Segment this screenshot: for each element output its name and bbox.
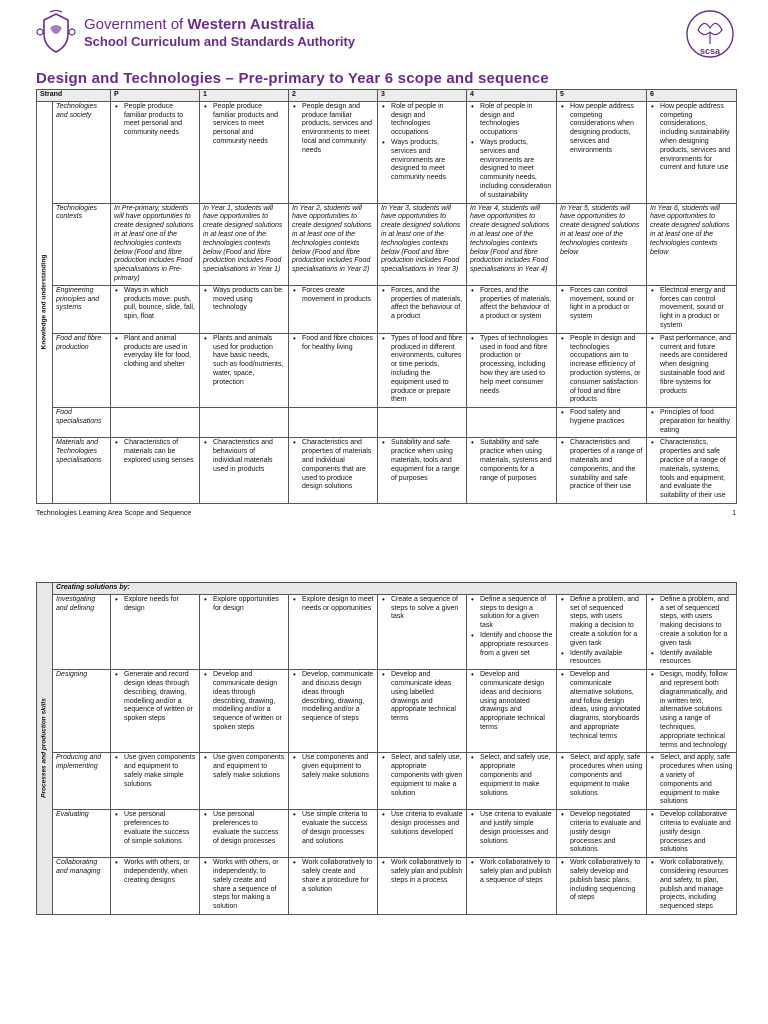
bullet-list bbox=[470, 335, 553, 397]
bullet-list bbox=[203, 439, 285, 474]
header-year: 3 bbox=[378, 90, 467, 102]
context-text: In Year 5, students will have opportunities to create designed solutions in at least one of the technologies contexts below bbox=[560, 204, 640, 256]
bullet-list bbox=[470, 439, 553, 483]
table-cell bbox=[111, 594, 200, 669]
table-row bbox=[37, 285, 737, 333]
table-cell bbox=[289, 438, 378, 504]
bullet-list bbox=[650, 859, 733, 912]
table-cell bbox=[200, 858, 289, 915]
table-cell bbox=[378, 438, 467, 504]
coat-of-arms-icon bbox=[36, 10, 76, 54]
scsa-logo-icon bbox=[684, 8, 736, 60]
table-cell bbox=[378, 285, 467, 333]
page-header bbox=[36, 8, 736, 58]
table-cell bbox=[647, 670, 737, 753]
side-label bbox=[37, 101, 53, 503]
bullet-item: • Develop negotiated criteria to evaluate and justify design processes and solutions bbox=[560, 811, 643, 855]
bullet-item: • Ways products, services and environments are designed to meet community needs bbox=[381, 139, 463, 183]
bullet-item: • Past performance, and current and future needs are considered when designing sustainable food and fibre systems for products bbox=[650, 335, 733, 397]
table-cell bbox=[289, 101, 378, 203]
bullet-item: • Identify and choose the appropriate resources from a given set bbox=[470, 632, 553, 658]
bullet-list bbox=[203, 811, 285, 846]
bullet-list bbox=[203, 335, 285, 388]
bullet-item: • Develop collaborative criteria to evaluate and justify design processes and solutions bbox=[650, 811, 733, 855]
table-cell bbox=[111, 858, 200, 915]
table-cell bbox=[467, 594, 557, 669]
header-strand: Strand bbox=[37, 90, 111, 102]
table-heading-row bbox=[37, 583, 737, 595]
table-cell bbox=[111, 333, 200, 407]
bullet-item: • Create a sequence of steps to solve a given task bbox=[381, 596, 463, 622]
bullet-item: • Explore design to meet needs or opportunities bbox=[292, 596, 374, 614]
bullet-list bbox=[560, 103, 643, 156]
bullet-item: • Explore needs for design bbox=[114, 596, 196, 614]
bullet-item: • Work collaboratively to safely develop and publish basic plans, including sequencing of steps bbox=[560, 859, 643, 903]
page-footer bbox=[36, 510, 736, 517]
table-cell bbox=[557, 408, 647, 438]
bullet-list bbox=[114, 859, 196, 885]
bullet-list bbox=[114, 811, 196, 846]
table-cell bbox=[647, 438, 737, 504]
table-cell bbox=[200, 438, 289, 504]
document-title: Design and Technologies – Pre-primary to Year 6 scope and sequence bbox=[36, 70, 549, 87]
bullet-item: • Forces create movement in products bbox=[292, 287, 374, 305]
bullet-list bbox=[470, 671, 553, 733]
bullet-item: • Identify available resources bbox=[560, 650, 643, 668]
bullet-item: • Plant and animal products are used in everyday life for food, clothing and shelter bbox=[114, 335, 196, 370]
table-cell bbox=[467, 810, 557, 858]
bullet-item: • Characteristics, properties and safe practice of a range of materials, systems, tools and equipment; and evaluate the suitability of their use bbox=[650, 439, 733, 501]
bullet-item: • Design, modify, follow and represent both diagrammatically, and in written text, alternative solutions using a range of techniques, appropriate technical terms and technology bbox=[650, 671, 733, 750]
bullet-item: • Ways products can be moved using technology bbox=[203, 287, 285, 313]
bullet-item: • Ways products, services and environments are designed to meet community needs, including consideration of sustainability bbox=[470, 139, 553, 201]
footer-label: Technologies Learning Area Scope and Sequence bbox=[36, 510, 192, 517]
strand-name: Evaluating bbox=[53, 810, 111, 858]
header-year: 1 bbox=[200, 90, 289, 102]
table-cell bbox=[557, 438, 647, 504]
context-text: In Year 6, students will have opportunities to create designed solutions in at least one of the technologies contexts below bbox=[650, 204, 730, 256]
table-cell bbox=[289, 408, 378, 438]
bullet-item: • Suitability and safe practice when using materials, systems and components for a range of purposes bbox=[470, 439, 553, 483]
table-cell bbox=[378, 594, 467, 669]
bullet-list bbox=[560, 671, 643, 741]
bullet-list bbox=[650, 335, 733, 397]
bullet-item: • People design and produce familiar products, services and environments to meet local and community needs bbox=[292, 103, 374, 156]
bullet-list bbox=[470, 859, 553, 885]
bullet-list bbox=[381, 335, 463, 405]
bullet-item: • How people address competing considerations when designing products, services and environments bbox=[560, 103, 643, 156]
side-label-text: Processes and production skills bbox=[40, 698, 48, 799]
table-cell bbox=[557, 594, 647, 669]
bullet-item: • Forces, and the properties of materials, affect the behaviour of a product or system bbox=[470, 287, 553, 322]
table-cell bbox=[200, 101, 289, 203]
table-cell bbox=[289, 810, 378, 858]
table-cell bbox=[557, 753, 647, 810]
bullet-item: • Food and fibre choices for healthy living bbox=[292, 335, 374, 353]
table-cell bbox=[557, 101, 647, 203]
table-cell bbox=[378, 203, 467, 285]
bullet-item: • Role of people in design and technologies occupations bbox=[381, 103, 463, 138]
bullet-list bbox=[470, 754, 553, 798]
bullet-list bbox=[114, 287, 196, 322]
bullet-item: • Plants and animals used for production have basic needs, such as food/nutrients, water, space, protection bbox=[203, 335, 285, 388]
bullet-item: • Use given components and equipment to safely make simple solutions bbox=[114, 754, 196, 789]
table-cell bbox=[378, 858, 467, 915]
bullet-item: • Use criteria to evaluate design processes and solutions developed bbox=[381, 811, 463, 837]
bullet-item: • Define a sequence of steps to design a solution for a given task bbox=[470, 596, 553, 631]
table-cell bbox=[111, 438, 200, 504]
bullet-item: • People produce familiar products to meet personal and community needs bbox=[114, 103, 196, 138]
strand-name: Designing bbox=[53, 670, 111, 753]
bullet-list bbox=[650, 103, 733, 173]
table-cell bbox=[378, 408, 467, 438]
bullet-item: • Define a problem, and a set of sequenced steps, with users making decisions to create a solution for a given task bbox=[650, 596, 733, 649]
table-cell bbox=[467, 670, 557, 753]
bullet-list bbox=[560, 596, 643, 667]
bullet-item: • Develop and communicate alternative solutions, and follow design ideas, using annotated diagrams, storyboards and appropriate technical terms bbox=[560, 671, 643, 741]
bullet-item: • Develop and communicate design ideas through describing, drawing, modelling and/or a sequence of written or spoken steps bbox=[203, 671, 285, 733]
bullet-item: • Select, and apply, safe procedures when using components and equipment to make solutions bbox=[560, 754, 643, 798]
bullet-item: • People produce familiar products and services to meet personal and community needs bbox=[203, 103, 285, 147]
bullet-item: • Use given components and equipment to safely make solutions bbox=[203, 754, 285, 780]
creating-solutions-heading: Creating solutions by: bbox=[53, 583, 737, 595]
bullet-list bbox=[292, 811, 374, 846]
bullet-list bbox=[292, 439, 374, 492]
table-cell bbox=[200, 753, 289, 810]
bullet-item: • Use personal preferences to evaluate the success of design processes bbox=[203, 811, 285, 846]
header-year: 6 bbox=[647, 90, 737, 102]
header-year: P bbox=[111, 90, 200, 102]
table-cell bbox=[289, 203, 378, 285]
bullet-list bbox=[560, 754, 643, 798]
bullet-item: • How people address competing considerations, including sustainability when designing products, services and environments for current and future use bbox=[650, 103, 733, 173]
bullet-item: • Work collaboratively to safely create and share a procedure for a solution bbox=[292, 859, 374, 894]
bullet-item: • Use criteria to evaluate and justify simple design processes and solutions bbox=[470, 811, 553, 846]
table-cell bbox=[467, 438, 557, 504]
table-cell bbox=[467, 408, 557, 438]
bullet-list bbox=[470, 596, 553, 659]
table-cell bbox=[111, 408, 200, 438]
table-cell bbox=[378, 101, 467, 203]
bullet-list bbox=[650, 439, 733, 501]
table-cell bbox=[647, 810, 737, 858]
strand-name: Food and fibre production bbox=[53, 333, 111, 407]
bullet-item: • Use personal preferences to evaluate the success of simple solutions bbox=[114, 811, 196, 846]
table-cell bbox=[200, 285, 289, 333]
bullet-item: • Types of food and fibre produced in different environments, cultures or time periods, including the equipment used to produce or prepare them bbox=[381, 335, 463, 405]
context-text: In Pre-primary, students will have opportunities to create designed solutions in at least one of the technologies contexts below (Food and fibre production includes Food specialisations in Pre-primary) bbox=[114, 204, 194, 282]
bullet-list bbox=[560, 287, 643, 322]
context-text: In Year 1, students will have opportunities to create designed solutions in at least one of the technologies contexts below (Food and fibre production includes Food specialisations in Year 1) bbox=[203, 204, 283, 274]
table-row bbox=[37, 438, 737, 504]
bullet-item: • Forces can control movement, sound or light in a product or system bbox=[560, 287, 643, 322]
bullet-list bbox=[560, 335, 643, 405]
table-cell bbox=[647, 285, 737, 333]
bullet-item: • Select, and safely use, appropriate components and equipment to make solutions bbox=[470, 754, 553, 798]
authority-name: School Curriculum and Standards Authority bbox=[84, 34, 356, 49]
table-cell bbox=[378, 333, 467, 407]
bullet-list bbox=[560, 409, 643, 427]
bullet-item: • Types of technologies used in food and fibre production or processing, including how they are used to help meet consumer needs bbox=[470, 335, 553, 397]
strand-name: Investigating and defining bbox=[53, 594, 111, 669]
table-cell bbox=[378, 753, 467, 810]
table-cell bbox=[200, 594, 289, 669]
table-cell bbox=[289, 594, 378, 669]
table-row bbox=[37, 858, 737, 915]
bullet-list bbox=[650, 596, 733, 667]
bullet-item: • Characteristics and properties of materials and individual components that are used to produce design solutions bbox=[292, 439, 374, 492]
table-cell bbox=[111, 670, 200, 753]
table-cell bbox=[111, 810, 200, 858]
table-cell bbox=[557, 858, 647, 915]
scope-table-processes bbox=[36, 582, 737, 915]
bullet-item: • Characteristics and behaviours of individual materials used in products bbox=[203, 439, 285, 474]
bullet-list bbox=[381, 859, 463, 885]
bullet-list bbox=[470, 103, 553, 201]
bullet-item: • Generate and record design ideas through describing, drawing, modelling and/or a sequence of written or spoken steps bbox=[114, 671, 196, 724]
bullet-item: • Develop and communicate ideas using labelled drawings and appropriate technical terms bbox=[381, 671, 463, 724]
header-year: 4 bbox=[467, 90, 557, 102]
table-cell bbox=[289, 670, 378, 753]
scsa-logo-text: scsa bbox=[699, 46, 721, 56]
table-cell bbox=[200, 408, 289, 438]
table-cell bbox=[111, 753, 200, 810]
table-cell bbox=[467, 753, 557, 810]
bullet-list bbox=[560, 439, 643, 492]
table-cell bbox=[467, 101, 557, 203]
bullet-item: • Develop and communicate design ideas and decisions using annotated drawings and appropriate technical terms bbox=[470, 671, 553, 733]
bullet-item: • Work collaboratively to safely plan and publish a sequence of steps bbox=[470, 859, 553, 885]
table-cell bbox=[557, 203, 647, 285]
bullet-list bbox=[114, 754, 196, 789]
table-cell bbox=[378, 810, 467, 858]
bullet-item: • Define a problem, and set of sequenced steps, with users making a decision to create a solution for a given task bbox=[560, 596, 643, 649]
bullet-list bbox=[650, 754, 733, 807]
bullet-list bbox=[114, 335, 196, 370]
bullet-item: • Select, and apply, safe procedures when using a variety of components and equipment to make solutions bbox=[650, 754, 733, 807]
table-row bbox=[37, 333, 737, 407]
table-cell bbox=[200, 810, 289, 858]
table-cell bbox=[557, 670, 647, 753]
table-cell bbox=[111, 101, 200, 203]
bullet-list bbox=[381, 287, 463, 322]
strand-name: Engineering principles and systems bbox=[53, 285, 111, 333]
table-row bbox=[37, 408, 737, 438]
table-row bbox=[37, 670, 737, 753]
table-row bbox=[37, 101, 737, 203]
strand-name: Producing and implementing bbox=[53, 753, 111, 810]
table-cell bbox=[111, 285, 200, 333]
bullet-list bbox=[650, 287, 733, 331]
bullet-item: • Role of people in design and technologies occupations bbox=[470, 103, 553, 138]
table-cell bbox=[647, 858, 737, 915]
bullet-list bbox=[292, 859, 374, 894]
table-cell bbox=[200, 333, 289, 407]
table-cell bbox=[200, 670, 289, 753]
table-cell bbox=[200, 203, 289, 285]
scope-table-knowledge bbox=[36, 89, 737, 504]
strand-name: Collaborating and managing bbox=[53, 858, 111, 915]
table-cell bbox=[289, 858, 378, 915]
bullet-item: • Works with others, or independently, to safely create and share a sequence of steps for making a solution bbox=[203, 859, 285, 912]
context-text: In Year 3, students will have opportunities to create designed solutions in at least one of the technologies contexts below (Food and fibre production includes Food specialisations in Year 3) bbox=[381, 204, 461, 274]
bullet-list bbox=[650, 409, 733, 435]
strand-name: Technologies contexts bbox=[53, 203, 111, 285]
bullet-item: • Use simple criteria to evaluate the success of design processes and solutions bbox=[292, 811, 374, 846]
table-cell bbox=[557, 810, 647, 858]
table-row bbox=[37, 203, 737, 285]
bullet-item: • Use components and given equipment to safely make solutions bbox=[292, 754, 374, 780]
bullet-list bbox=[114, 439, 196, 465]
bullet-list bbox=[203, 103, 285, 147]
bullet-list bbox=[203, 859, 285, 912]
bullet-item: • Develop, communicate and discuss design ideas through describing, drawing, modelling and/or a sequence of steps bbox=[292, 671, 374, 724]
page-number: 1 bbox=[732, 510, 736, 517]
bullet-list bbox=[203, 596, 285, 614]
bullet-list bbox=[292, 103, 374, 156]
bullet-list bbox=[381, 439, 463, 483]
bullet-list bbox=[114, 596, 196, 614]
table-cell bbox=[289, 333, 378, 407]
bullet-list bbox=[381, 671, 463, 724]
table-cell bbox=[467, 333, 557, 407]
bullet-item: • Work collaboratively, considering resources and safety, to plan, publish and manage projects, including sequenced steps bbox=[650, 859, 733, 912]
government-name: Government of Western Australia bbox=[84, 16, 315, 33]
bullet-list bbox=[292, 754, 374, 780]
bullet-item: • Work collaboratively to safely plan and publish steps in a process bbox=[381, 859, 463, 885]
bullet-list bbox=[650, 671, 733, 750]
bullet-list bbox=[114, 103, 196, 138]
table-cell bbox=[467, 203, 557, 285]
table-cell bbox=[647, 203, 737, 285]
bullet-item: • Principles of food preparation for healthy eating bbox=[650, 409, 733, 435]
bullet-item: • Electrical energy and forces can control movement, sound or light in a product or system bbox=[650, 287, 733, 331]
table-cell bbox=[378, 670, 467, 753]
context-text: In Year 4, students will have opportunities to create designed solutions in at least one of the technologies contexts below (Food and fibre production includes Food specialisations in Year 4) bbox=[470, 204, 550, 274]
strand-name: Technologies and society bbox=[53, 101, 111, 203]
strand-name: Food specialisations bbox=[53, 408, 111, 438]
bullet-item: • Works with others, or independently, when creating designs bbox=[114, 859, 196, 885]
bullet-item: • Explore opportunities for design bbox=[203, 596, 285, 614]
bullet-list bbox=[470, 811, 553, 846]
bullet-list bbox=[203, 287, 285, 313]
table-cell bbox=[647, 101, 737, 203]
side-label-text: Knowledge and understanding bbox=[40, 254, 48, 350]
bullet-list bbox=[381, 754, 463, 798]
table-cell bbox=[467, 285, 557, 333]
bullet-list bbox=[560, 859, 643, 903]
bullet-item: • Forces, and the properties of materials, affect the behaviour of a product bbox=[381, 287, 463, 322]
bullet-list bbox=[203, 671, 285, 733]
bullet-list bbox=[114, 671, 196, 724]
bullet-list bbox=[381, 103, 463, 183]
table-cell bbox=[289, 753, 378, 810]
bullet-list bbox=[650, 811, 733, 855]
table-cell bbox=[557, 285, 647, 333]
bullet-list bbox=[560, 811, 643, 855]
bullet-list bbox=[292, 596, 374, 614]
bullet-item: • Suitability and safe practice when using materials, tools and equipment for a range of purposes bbox=[381, 439, 463, 483]
table-cell bbox=[647, 408, 737, 438]
bullet-list bbox=[292, 335, 374, 353]
table-row bbox=[37, 810, 737, 858]
table-row bbox=[37, 594, 737, 669]
bullet-item: • Identify available resources bbox=[650, 650, 733, 668]
strand-name: Materials and Technologies specialisations bbox=[53, 438, 111, 504]
bullet-list bbox=[381, 596, 463, 622]
table-cell bbox=[557, 333, 647, 407]
side-label bbox=[37, 583, 53, 915]
table-cell bbox=[647, 753, 737, 810]
bullet-list bbox=[292, 287, 374, 305]
bullet-list bbox=[470, 287, 553, 322]
bullet-list bbox=[381, 811, 463, 837]
table-row bbox=[37, 753, 737, 810]
table-cell bbox=[647, 333, 737, 407]
bullet-list bbox=[203, 754, 285, 780]
bullet-item: • People in design and technologies occupations aim to increase efficiency of production systems, or consumer satisfaction of food and fibre products bbox=[560, 335, 643, 405]
header-year: 2 bbox=[289, 90, 378, 102]
context-text: In Year 2, students will have opportunities to create designed solutions in at least one of the technologies contexts below (Food and fibre production includes Food specialisations in Year 2) bbox=[292, 204, 372, 274]
bullet-item: • Characteristics of materials can be explored using senses bbox=[114, 439, 196, 465]
table-cell bbox=[111, 203, 200, 285]
page-2 bbox=[0, 525, 768, 1024]
bullet-item: • Ways in which products move: push, pull, bounce, slide, fall, spin, float bbox=[114, 287, 196, 322]
table-cell bbox=[289, 285, 378, 333]
header-year: 5 bbox=[557, 90, 647, 102]
table-cell bbox=[467, 858, 557, 915]
bullet-list bbox=[292, 671, 374, 724]
bullet-item: • Food safety and hygiene practices bbox=[560, 409, 643, 427]
table-cell bbox=[647, 594, 737, 669]
bullet-item: • Characteristics and properties of a range of materials and components, and the suitability and safe practice of their use bbox=[560, 439, 643, 492]
bullet-item: • Select, and safely use, appropriate components with given equipment to make a solution bbox=[381, 754, 463, 798]
